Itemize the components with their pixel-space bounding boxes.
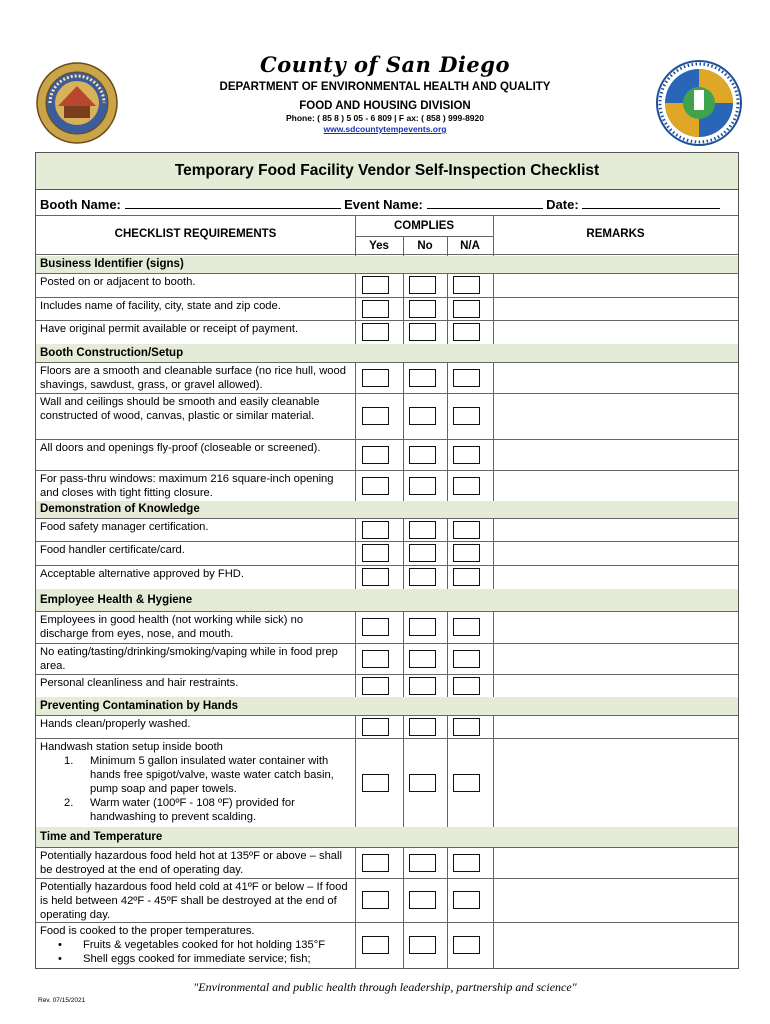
checkbox-yes[interactable] bbox=[362, 477, 389, 495]
checkbox-yes[interactable] bbox=[362, 936, 389, 954]
section-title: Preventing Contamination by Hands bbox=[40, 700, 239, 712]
requirement-text: All doors and openings fly-proof (closeable or screened). bbox=[40, 442, 321, 454]
checkbox-na[interactable] bbox=[453, 300, 480, 318]
checkbox-na[interactable] bbox=[453, 650, 480, 668]
checkbox-yes[interactable] bbox=[362, 568, 389, 586]
remarks-field[interactable] bbox=[494, 273, 738, 297]
division-name: FOOD AND HOUSING DIVISION bbox=[299, 100, 471, 112]
date-field[interactable] bbox=[582, 197, 720, 209]
requirement-text: Posted on or adjacent to booth. bbox=[40, 276, 196, 288]
col-header-remarks: REMARKS bbox=[586, 228, 645, 240]
checkbox-no[interactable] bbox=[409, 677, 436, 695]
remarks-field[interactable] bbox=[494, 393, 738, 439]
checkbox-na[interactable] bbox=[453, 774, 480, 792]
website-link[interactable]: www.sdcountytempevents.org bbox=[323, 124, 447, 134]
requirement-text: Includes name of facility, city, state and zip code. bbox=[40, 300, 281, 312]
checkbox-na[interactable] bbox=[453, 446, 480, 464]
section-title: Business Identifier (signs) bbox=[40, 258, 184, 270]
checkbox-yes[interactable] bbox=[362, 446, 389, 464]
requirement-text: Acceptable alternative approved by FHD. bbox=[40, 568, 244, 580]
cooking-temp-list bbox=[56, 938, 356, 966]
section-title: Time and Temperature bbox=[40, 831, 163, 843]
checkbox-na[interactable] bbox=[453, 276, 480, 294]
requirement-text: Handwash station setup inside booth bbox=[40, 741, 223, 753]
list-item-text: Minimum 5 gallon insulated water container with hands free spigot/valve, waste water catch basin, pump soap and paper towels. bbox=[90, 755, 334, 795]
checkbox-no[interactable] bbox=[409, 407, 436, 425]
checkbox-yes[interactable] bbox=[362, 323, 389, 341]
checkbox-no[interactable] bbox=[409, 568, 436, 586]
checkbox-na[interactable] bbox=[453, 718, 480, 736]
divider bbox=[36, 215, 738, 216]
remarks-field[interactable] bbox=[494, 439, 738, 470]
checkbox-na[interactable] bbox=[453, 618, 480, 636]
divider bbox=[36, 254, 738, 255]
checkbox-yes[interactable] bbox=[362, 544, 389, 562]
requirement-text: For pass-thru windows: maximum 216 square-inch opening and closes with tight fitting closure. bbox=[40, 473, 334, 499]
divider bbox=[355, 236, 493, 237]
remarks-field[interactable] bbox=[494, 611, 738, 643]
event-name-label: Event Name: bbox=[344, 197, 423, 212]
checkbox-yes[interactable] bbox=[362, 774, 389, 792]
requirement-text: Food is cooked to the proper temperatures. bbox=[40, 925, 255, 937]
handwash-list-item bbox=[64, 796, 354, 824]
list-item-text: Fruits & vegetables cooked for hot holding 135°F bbox=[83, 939, 326, 951]
checkbox-na[interactable] bbox=[453, 407, 480, 425]
col-header-na: N/A bbox=[460, 240, 480, 252]
checkbox-no[interactable] bbox=[409, 477, 436, 495]
requirement-text: Potentially hazardous food held cold at 41ºF or below – If food is held between 42ºF - 45ºF shall be destroyed at the end of operating day. bbox=[40, 881, 348, 921]
checkbox-yes[interactable] bbox=[362, 276, 389, 294]
form-title bbox=[36, 153, 738, 190]
checkbox-no[interactable] bbox=[409, 854, 436, 872]
handwash-list bbox=[64, 754, 354, 824]
checkbox-no[interactable] bbox=[409, 718, 436, 736]
list-number: 2. bbox=[64, 797, 74, 809]
requirement-text: No eating/tasting/drinking/smoking/vaping while in food prep area. bbox=[40, 646, 338, 672]
checkbox-yes[interactable] bbox=[362, 407, 389, 425]
checkbox-no[interactable] bbox=[409, 323, 436, 341]
remarks-field[interactable] bbox=[494, 541, 738, 565]
checkbox-na[interactable] bbox=[453, 891, 480, 909]
remarks-field[interactable] bbox=[494, 674, 738, 697]
checkbox-na[interactable] bbox=[453, 369, 480, 387]
remarks-field[interactable] bbox=[494, 518, 738, 541]
checkbox-yes[interactable] bbox=[362, 369, 389, 387]
bullet-icon: • bbox=[58, 953, 62, 965]
department-name: DEPARTMENT OF ENVIRONMENTAL HEALTH AND QUALITY bbox=[219, 81, 551, 93]
col-header-no: No bbox=[417, 240, 433, 252]
remarks-field[interactable] bbox=[494, 878, 738, 922]
list-number: 1. bbox=[64, 755, 74, 767]
booth-event-date-row bbox=[40, 197, 720, 212]
remarks-field[interactable] bbox=[494, 643, 738, 674]
footer-slogan: "Environmental and public health through leadership, partnership and science" bbox=[193, 980, 577, 994]
checkbox-na[interactable] bbox=[453, 854, 480, 872]
checkbox-na[interactable] bbox=[453, 323, 480, 341]
list-item-text: Warm water (100ºF - 108 ºF) provided for handwashing to prevent scalding. bbox=[90, 797, 295, 823]
remarks-field[interactable] bbox=[494, 847, 738, 878]
checkbox-na[interactable] bbox=[453, 521, 480, 539]
checkbox-no[interactable] bbox=[409, 891, 436, 909]
checkbox-na[interactable] bbox=[453, 544, 480, 562]
revision-date: Rev. 07/15/2021 bbox=[38, 997, 86, 1004]
checkbox-na[interactable] bbox=[453, 477, 480, 495]
checkbox-yes[interactable] bbox=[362, 300, 389, 318]
requirement-text: Potentially hazardous food held hot at 135ºF or above – shall be destroyed at the end of operating day. bbox=[40, 850, 342, 876]
section-title: Demonstration of Knowledge bbox=[40, 503, 200, 515]
requirement-text: Employees in good health (not working while sick) no discharge from eyes, nose, and mouth. bbox=[40, 614, 304, 640]
checkbox-yes[interactable] bbox=[362, 718, 389, 736]
requirement-text: Wall and ceilings should be smooth and easily cleanable constructed of wood, canvas, plastic or similar material. bbox=[40, 396, 320, 422]
bullet-icon: • bbox=[58, 939, 62, 951]
remarks-field[interactable] bbox=[494, 922, 738, 968]
cooking-temp-list-item bbox=[56, 952, 356, 966]
checkbox-na[interactable] bbox=[453, 568, 480, 586]
remarks-field[interactable] bbox=[494, 715, 738, 738]
booth-name-field[interactable] bbox=[125, 197, 341, 209]
checkbox-no[interactable] bbox=[409, 774, 436, 792]
requirement-text: Food safety manager certification. bbox=[40, 521, 209, 533]
checkbox-no[interactable] bbox=[409, 276, 436, 294]
checkbox-yes[interactable] bbox=[362, 677, 389, 695]
list-item-text: Shell eggs cooked for immediate service; fish; bbox=[83, 953, 311, 965]
checkbox-no[interactable] bbox=[409, 936, 436, 954]
checkbox-yes[interactable] bbox=[362, 521, 389, 539]
col-header-requirements: CHECKLIST REQUIREMENTS bbox=[114, 228, 277, 240]
environmental-health-seal-logo bbox=[656, 60, 742, 146]
remarks-field[interactable] bbox=[494, 362, 738, 393]
requirement-text: Have original permit available or receipt of payment. bbox=[40, 323, 299, 335]
col-header-complies: COMPLIES bbox=[393, 220, 455, 232]
checkbox-yes[interactable] bbox=[362, 650, 389, 668]
checkbox-na[interactable] bbox=[453, 677, 480, 695]
checkbox-no[interactable] bbox=[409, 618, 436, 636]
section-title: Employee Health & Hygiene bbox=[40, 594, 193, 606]
requirement-text: Personal cleanliness and hair restraints. bbox=[40, 677, 239, 689]
checkbox-na[interactable] bbox=[453, 936, 480, 954]
checkbox-no[interactable] bbox=[409, 650, 436, 668]
cooking-temp-list-item bbox=[56, 938, 356, 952]
checkbox-no[interactable] bbox=[409, 300, 436, 318]
checkbox-yes[interactable] bbox=[362, 891, 389, 909]
event-name-field[interactable] bbox=[427, 197, 543, 209]
county-title: County of San Diego bbox=[260, 52, 510, 77]
requirement-text: Floors are a smooth and cleanable surface (no rice hull, wood shavings, sawdust, grass, or gravel allowed). bbox=[40, 365, 346, 391]
checkbox-no[interactable] bbox=[409, 544, 436, 562]
remarks-field[interactable] bbox=[494, 565, 738, 589]
handwash-list-item bbox=[64, 754, 354, 796]
checkbox-no[interactable] bbox=[409, 521, 436, 539]
remarks-field[interactable] bbox=[494, 297, 738, 320]
col-header-yes: Yes bbox=[369, 240, 389, 252]
requirement-text: Food handler certificate/card. bbox=[40, 544, 185, 556]
phone-fax-line: Phone: ( 85 8 ) 5 05 - 6 809 | F ax: ( 858 ) 999-8920 bbox=[286, 113, 484, 123]
checkbox-no[interactable] bbox=[409, 446, 436, 464]
section-title: Booth Construction/Setup bbox=[40, 347, 184, 359]
date-label: Date: bbox=[546, 197, 579, 212]
remarks-field[interactable] bbox=[494, 470, 738, 501]
remarks-field[interactable] bbox=[494, 320, 738, 344]
checkbox-yes[interactable] bbox=[362, 618, 389, 636]
checkbox-yes[interactable] bbox=[362, 854, 389, 872]
form-title-text: Temporary Food Facility Vendor Self-Inspection Checklist bbox=[174, 162, 600, 179]
booth-name-label: Booth Name: bbox=[40, 197, 121, 212]
checkbox-no[interactable] bbox=[409, 369, 436, 387]
remarks-field[interactable] bbox=[494, 738, 738, 827]
requirement-text: Hands clean/properly washed. bbox=[40, 718, 191, 730]
